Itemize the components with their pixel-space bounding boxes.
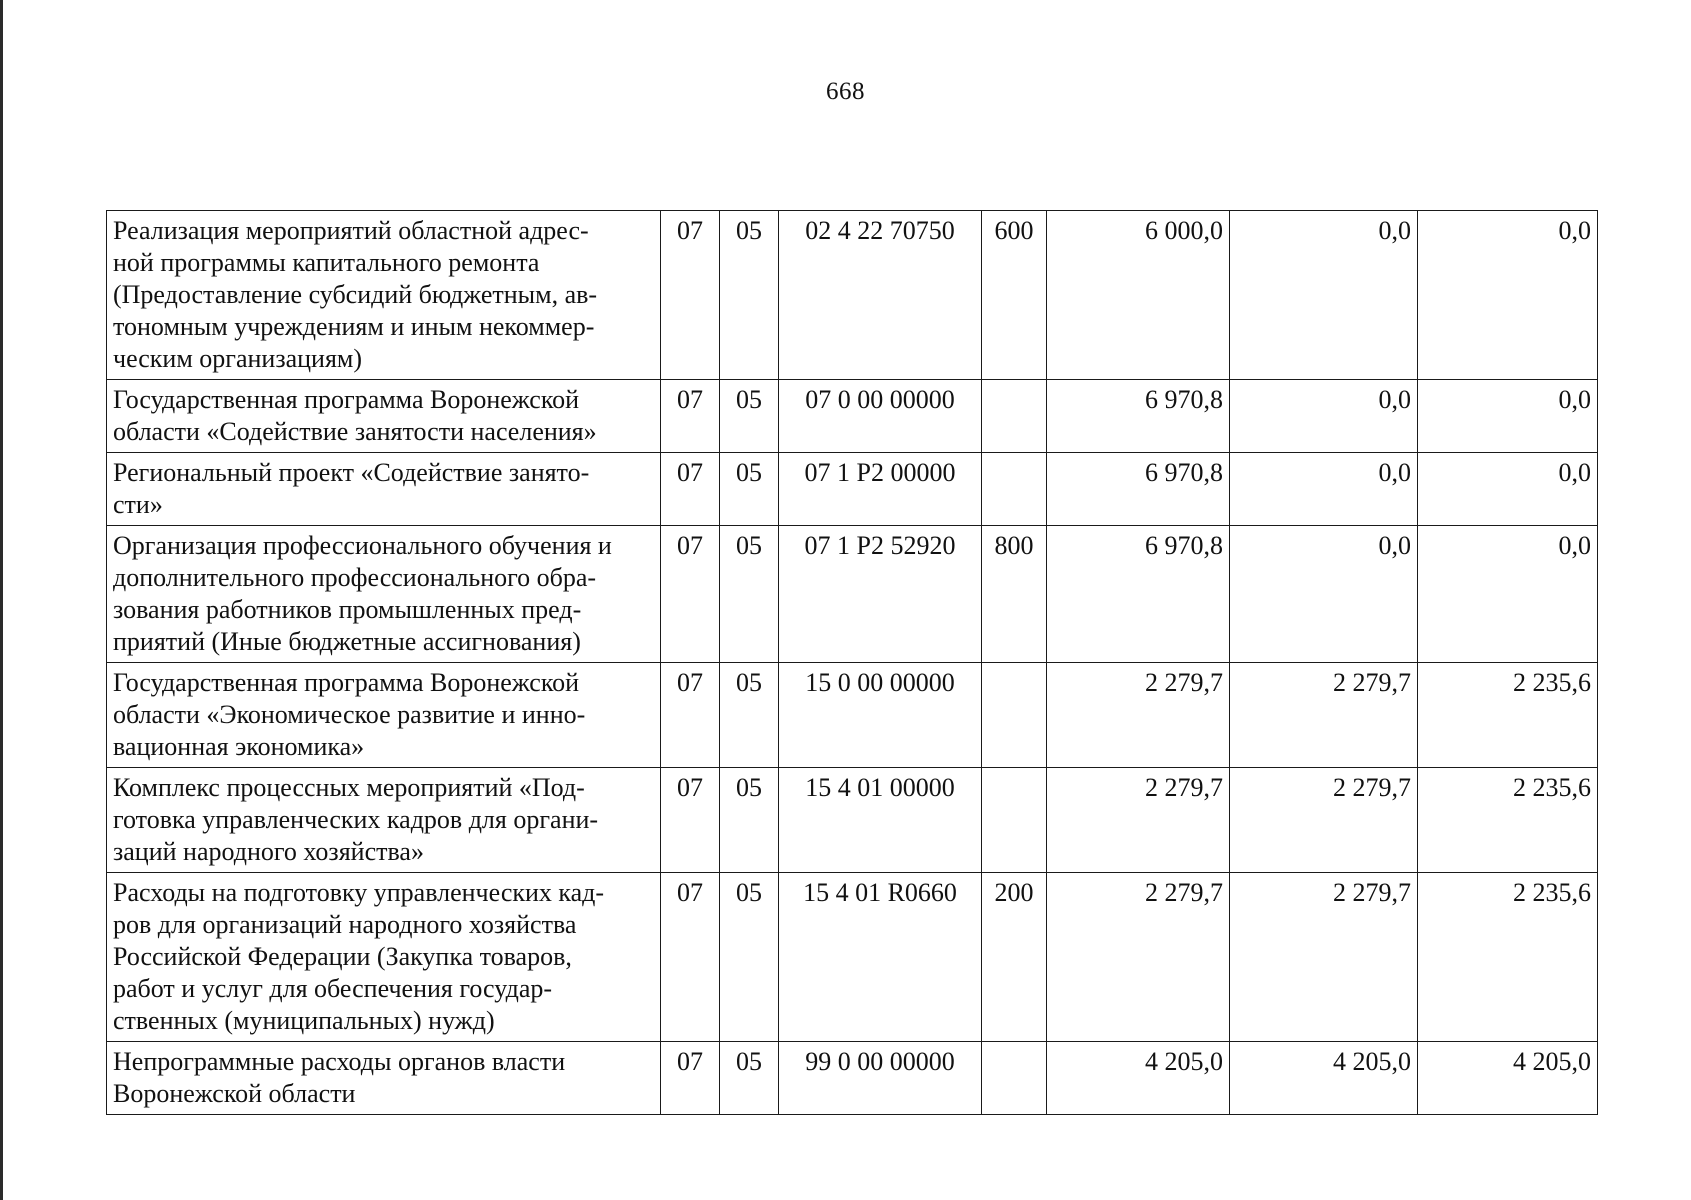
expense-name-line: Комплекс процессных мероприятий «Под- [113, 773, 585, 802]
expense-type-code-cell [982, 380, 1047, 453]
target-article-code-cell: 07 0 00 00000 [779, 380, 982, 453]
section-code-cell: 07 [661, 1042, 720, 1115]
expense-name-cell [107, 211, 661, 380]
amount-cell-1: 2 279,7 [1047, 663, 1230, 768]
expense-name-line: Организация профессионального обучения и [113, 531, 612, 560]
subsection-code-cell: 05 [720, 380, 779, 453]
expense-name-line: Непрограммные расходы органов власти [113, 1047, 566, 1076]
section-code-cell: 07 [661, 526, 720, 663]
amount-cell-2: 2 279,7 [1230, 768, 1418, 873]
amount-cell-2: 0,0 [1230, 526, 1418, 663]
expense-name-cell [107, 768, 661, 873]
expense-name-cell [107, 380, 661, 453]
expense-name-line: готовка управленческих кадров для органи- [113, 805, 599, 834]
amount-cell-2: 0,0 [1230, 453, 1418, 526]
amount-cell-3: 2 235,6 [1418, 663, 1598, 768]
amount-cell-1: 2 279,7 [1047, 768, 1230, 873]
expense-name-line: ственных (муниципальных) нужд) [113, 1006, 495, 1035]
subsection-code-cell: 05 [720, 526, 779, 663]
target-article-code-cell: 02 4 22 70750 [779, 211, 982, 380]
expense-name-line: Расходы на подготовку управленческих кад- [113, 878, 605, 907]
table-row [107, 380, 1598, 453]
subsection-code-cell: 05 [720, 873, 779, 1042]
section-code-cell: 07 [661, 663, 720, 768]
amount-cell-1: 6 000,0 [1047, 211, 1230, 380]
amount-cell-2: 0,0 [1230, 380, 1418, 453]
amount-cell-2: 0,0 [1230, 211, 1418, 380]
subsection-code-cell: 05 [720, 211, 779, 380]
expense-name-line: сти» [113, 490, 163, 519]
section-code-cell: 07 [661, 873, 720, 1042]
table-row [107, 768, 1598, 873]
amount-cell-2: 2 279,7 [1230, 663, 1418, 768]
amount-cell-3: 4 205,0 [1418, 1042, 1598, 1115]
expense-name-line: приятий (Иные бюджетные ассигнования) [113, 627, 581, 656]
subsection-code-cell: 05 [720, 663, 779, 768]
expense-name-line: Воронежской области [113, 1079, 356, 1108]
expense-name-line: ной программы капитального ремонта [113, 248, 540, 277]
target-article-code-cell: 15 0 00 00000 [779, 663, 982, 768]
scan-edge-line [0, 0, 3, 1200]
expense-name-cell [107, 1042, 661, 1115]
table-row [107, 1042, 1598, 1115]
expense-name-line: Реализация мероприятий областной адрес- [113, 216, 589, 245]
table-row [107, 526, 1598, 663]
expense-name-line: ров для организаций народного хозяйства [113, 910, 577, 939]
amount-cell-2: 2 279,7 [1230, 873, 1418, 1042]
expense-name-cell [107, 526, 661, 663]
target-article-code-cell: 15 4 01 R0660 [779, 873, 982, 1042]
amount-cell-3: 0,0 [1418, 526, 1598, 663]
expense-type-code-cell [982, 663, 1047, 768]
target-article-code-cell: 99 0 00 00000 [779, 1042, 982, 1115]
subsection-code-cell: 05 [720, 453, 779, 526]
target-article-code-cell: 15 4 01 00000 [779, 768, 982, 873]
expense-name-line: работ и услуг для обеспечения государ- [113, 974, 553, 1003]
amount-cell-1: 2 279,7 [1047, 873, 1230, 1042]
expense-name-line: зования работников промышленных пред- [113, 595, 582, 624]
expense-name-cell [107, 663, 661, 768]
amount-cell-1: 6 970,8 [1047, 526, 1230, 663]
expense-type-code-cell [982, 453, 1047, 526]
amount-cell-3: 0,0 [1418, 211, 1598, 380]
expense-name-line: ческим организациям) [113, 344, 363, 373]
expense-name-line: заций народного хозяйства» [113, 837, 424, 866]
table-row [107, 873, 1598, 1042]
page-number: 668 [826, 78, 865, 105]
expense-name-line: Региональный проект «Содействие занято- [113, 458, 590, 487]
amount-cell-3: 0,0 [1418, 453, 1598, 526]
expense-name-cell [107, 453, 661, 526]
expense-type-code-cell: 600 [982, 211, 1047, 380]
amount-cell-2: 4 205,0 [1230, 1042, 1418, 1115]
amount-cell-1: 4 205,0 [1047, 1042, 1230, 1115]
target-article-code-cell: 07 1 P2 00000 [779, 453, 982, 526]
expense-name-line: (Предоставление субсидий бюджетным, ав- [113, 280, 598, 309]
expense-name-line: вационная экономика» [113, 732, 365, 761]
amount-cell-3: 0,0 [1418, 380, 1598, 453]
expense-name-line: области «Экономическое развитие и инно- [113, 700, 586, 729]
expense-name-cell [107, 873, 661, 1042]
amount-cell-3: 2 235,6 [1418, 768, 1598, 873]
expense-type-code-cell [982, 768, 1047, 873]
expense-name-line: Российской Федерации (Закупка товаров, [113, 942, 572, 971]
expense-name-line: области «Содействие занятости населения» [113, 417, 597, 446]
expense-name-line: Государственная программа Воронежской [113, 668, 580, 697]
section-code-cell: 07 [661, 211, 720, 380]
budget-table [106, 210, 1598, 1115]
subsection-code-cell: 05 [720, 768, 779, 873]
table-row [107, 211, 1598, 380]
section-code-cell: 07 [661, 768, 720, 873]
amount-cell-1: 6 970,8 [1047, 380, 1230, 453]
expense-name-line: Государственная программа Воронежской [113, 385, 580, 414]
subsection-code-cell: 05 [720, 1042, 779, 1115]
expense-type-code-cell: 200 [982, 873, 1047, 1042]
expense-type-code-cell: 800 [982, 526, 1047, 663]
table-row [107, 663, 1598, 768]
section-code-cell: 07 [661, 453, 720, 526]
expense-name-line: тономным учреждениям и иным некоммер- [113, 312, 595, 341]
amount-cell-1: 6 970,8 [1047, 453, 1230, 526]
target-article-code-cell: 07 1 P2 52920 [779, 526, 982, 663]
section-code-cell: 07 [661, 380, 720, 453]
expense-name-line: дополнительного профессионального обра- [113, 563, 597, 592]
expense-type-code-cell [982, 1042, 1047, 1115]
table-row [107, 453, 1598, 526]
amount-cell-3: 2 235,6 [1418, 873, 1598, 1042]
budget-table-body [107, 211, 1598, 1115]
